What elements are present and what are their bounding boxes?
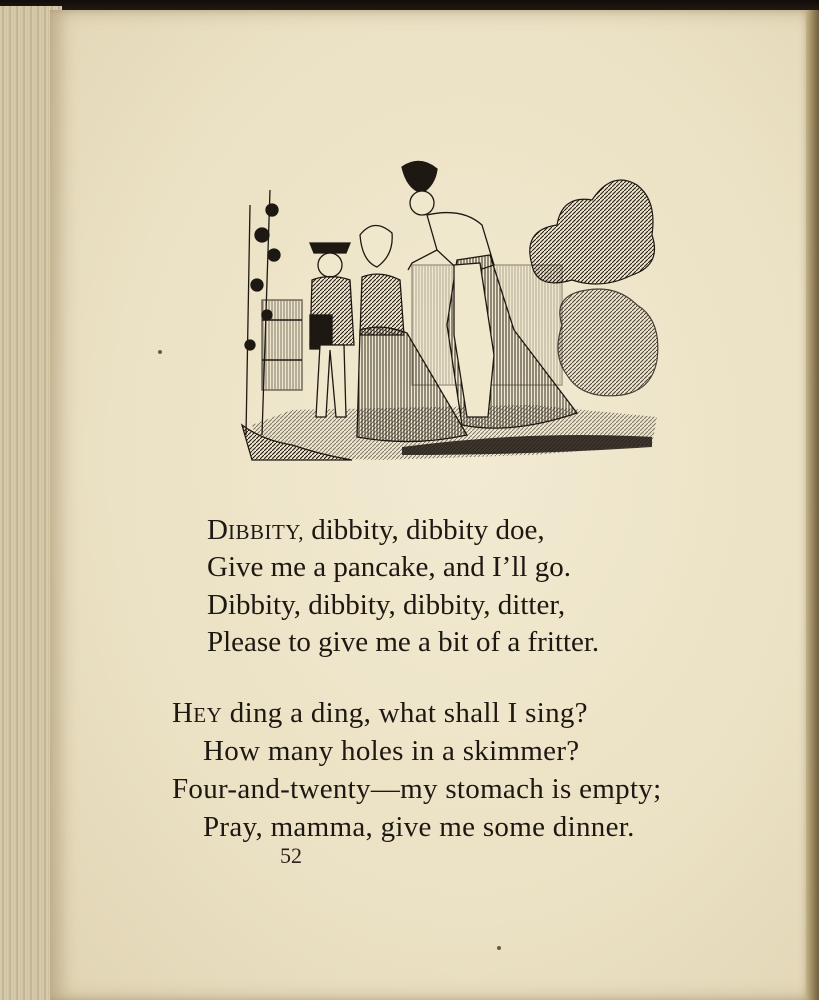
line-text: ding a ding, what shall I sing? bbox=[222, 697, 588, 729]
woodcut-illustration bbox=[232, 155, 662, 465]
verse-2-line-4: Pray, mamma, give me some dinner. bbox=[203, 811, 635, 843]
page-edge-right bbox=[806, 10, 819, 1000]
boy-figure bbox=[310, 243, 354, 417]
dropcap: H bbox=[172, 697, 194, 729]
verse-1-line-2: Give me a pancake, and I’ll go. bbox=[207, 551, 571, 583]
verse-1-line-4: Please to give me a bit of a fritter. bbox=[207, 626, 600, 658]
verse-1-line-1 bbox=[207, 512, 545, 551]
verse-2-line-3: Four-and-twenty—my stomach is empty; bbox=[172, 773, 662, 805]
dropcap: D bbox=[207, 514, 228, 546]
verse-1-line-3: Dibbity, dibbity, dibbity, ditter, bbox=[207, 589, 566, 621]
page-number: 52 bbox=[280, 843, 302, 868]
line-text: dibbity, dibbity doe, bbox=[304, 514, 545, 546]
smallcaps-word: EY bbox=[193, 703, 223, 727]
verse-2-line-2: How many holes in a skimmer? bbox=[203, 735, 580, 767]
paper-speck bbox=[497, 946, 501, 950]
paper-speck bbox=[158, 350, 162, 354]
verse-2-line-1 bbox=[172, 695, 588, 734]
smallcaps-word: IBBITY, bbox=[227, 520, 304, 544]
